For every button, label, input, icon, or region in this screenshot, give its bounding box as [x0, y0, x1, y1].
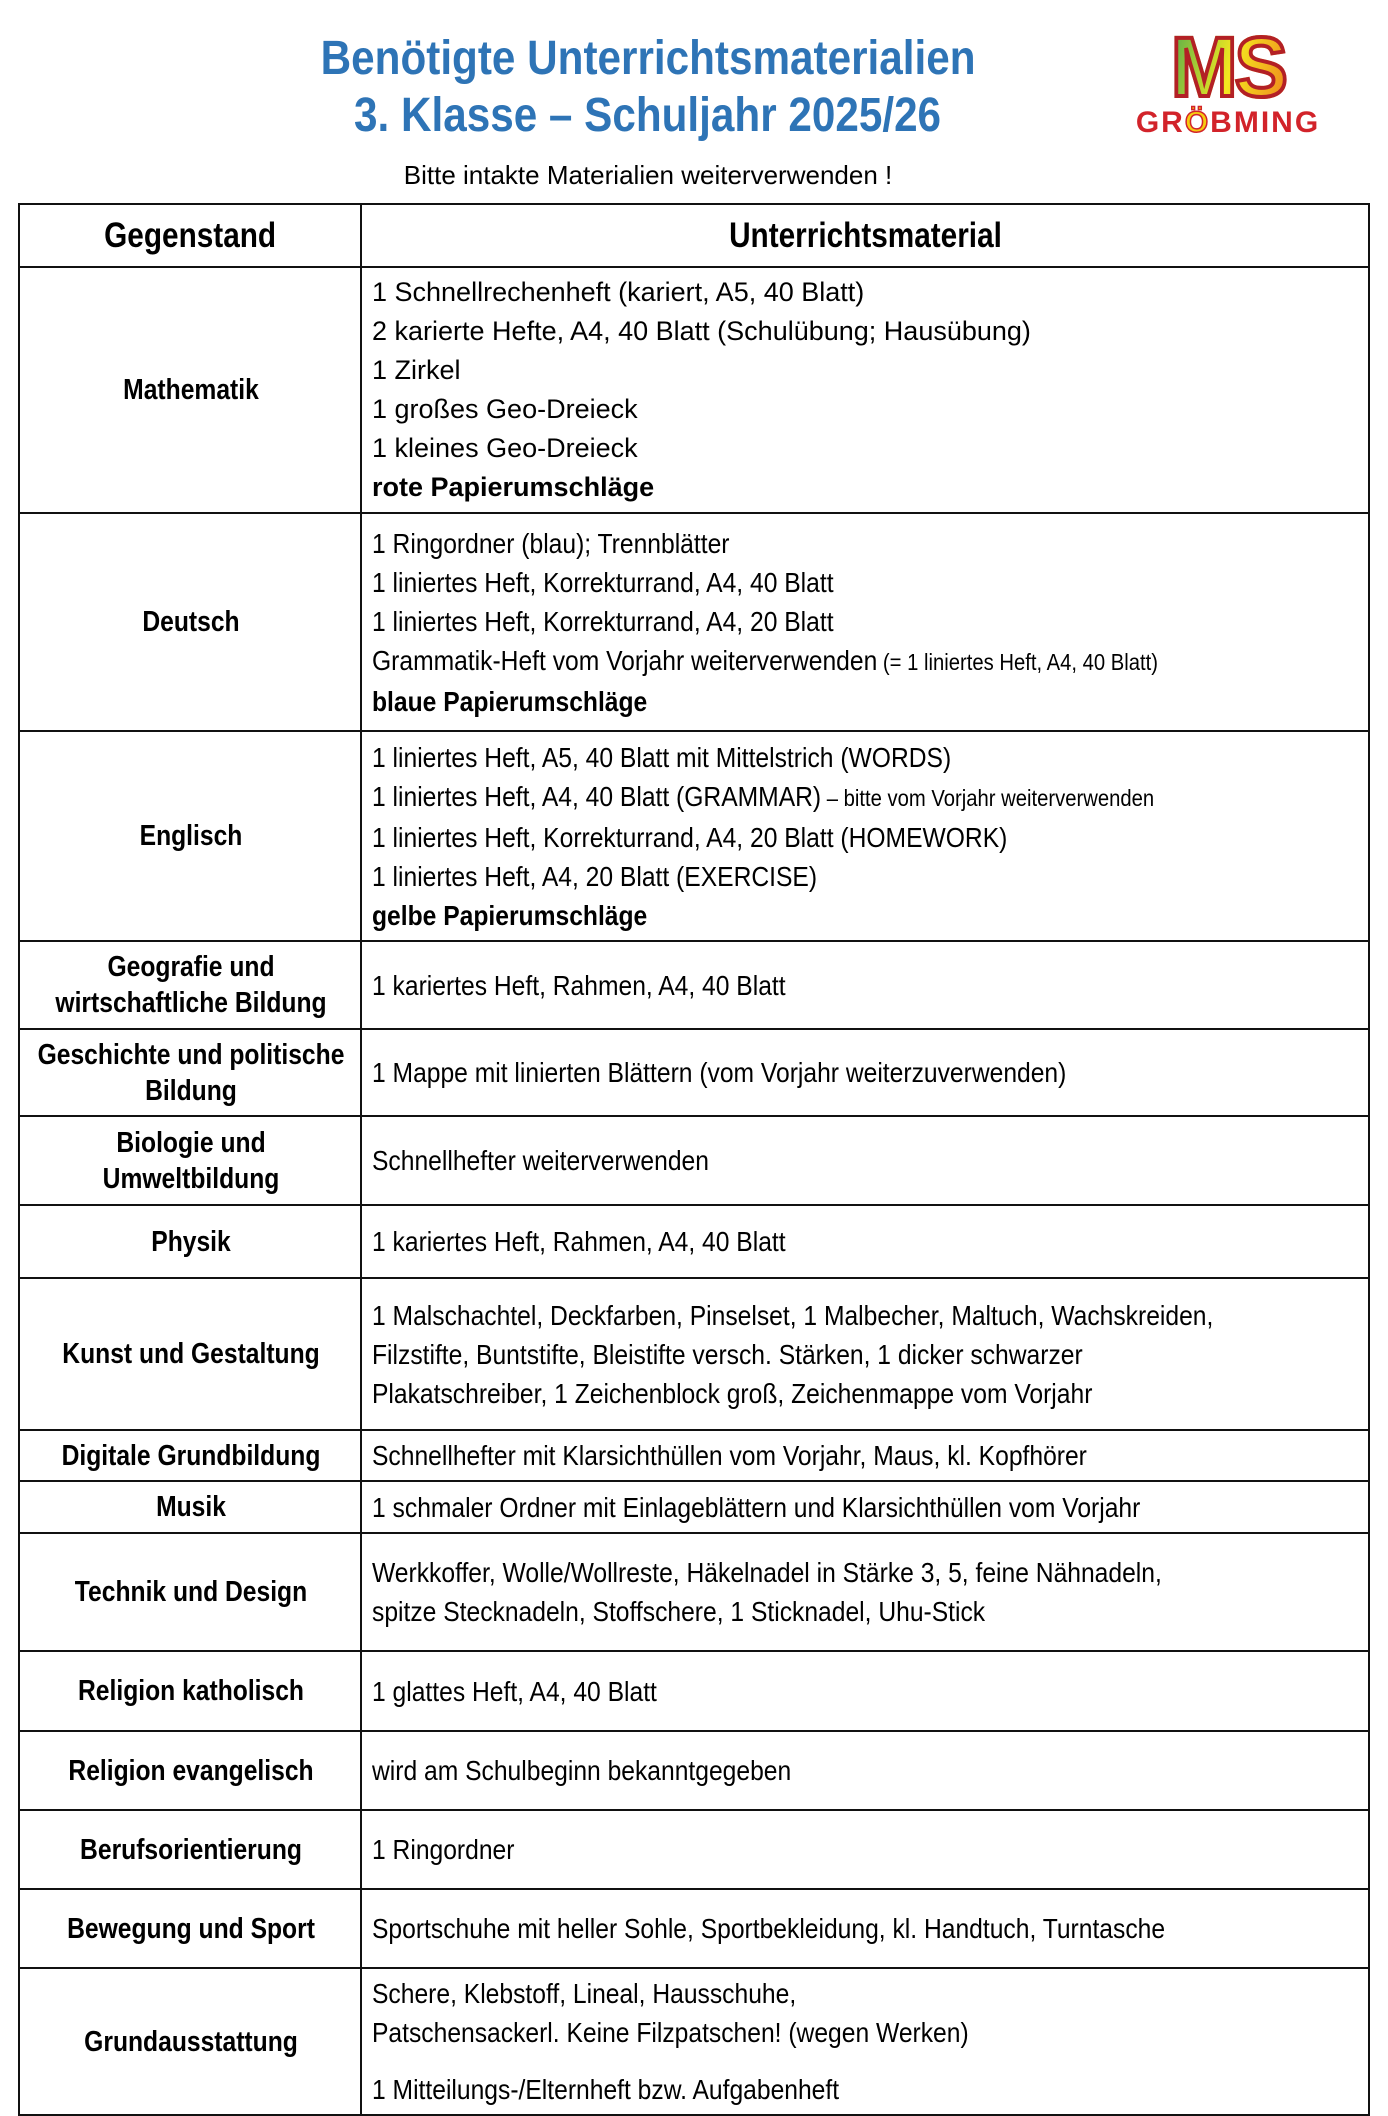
subject-label: Deutsch — [142, 606, 240, 638]
material-line-emphasis: rote Papierumschläge — [372, 472, 655, 502]
material-cell-geschichte — [361, 1029, 1369, 1116]
table-header-row — [19, 204, 1369, 267]
row-religion-katholisch — [19, 1651, 1369, 1731]
material-line: Sportschuhe mit heller Sohle, Sportbekleidung, kl. Handtuch, Turntasche — [372, 1913, 1166, 1944]
row-bewegung-sport — [19, 1889, 1369, 1968]
subject-label: Technik und Design — [74, 1576, 308, 1608]
subject-label: Physik — [151, 1225, 231, 1258]
subject-label: Geschichte und politische Bildung — [37, 1038, 345, 1107]
material-line: Schnellhefter mit Klarsichthüllen vom Vorjahr, Maus, kl. Kopfhörer — [372, 1440, 1087, 1471]
material-line: 1 Ringordner (blau); Trennblätter — [372, 527, 730, 559]
material-line: 1 kariertes Heft, Rahmen, A4, 40 Blatt — [372, 1226, 786, 1257]
subject-cell-religion-evangelisch — [19, 1731, 361, 1810]
material-cell-berufsorientierung — [361, 1810, 1369, 1889]
material-cell-deutsch — [361, 513, 1369, 731]
material-line: 1 kleines Geo-Dreieck — [372, 433, 638, 463]
column-header-material-label: Unterrichtsmaterial — [728, 215, 1002, 255]
material-line: 1 Schnellrechenheft (kariert, A5, 40 Blatt) — [372, 277, 865, 307]
material-line: wird am Schulbeginn bekanntgegeben — [372, 1755, 792, 1786]
material-line: 1 Mappe mit linierten Blättern (vom Vorjahr weiterzuverwenden) — [372, 1057, 1067, 1088]
subject-cell-technik — [19, 1533, 361, 1651]
material-cell-musik — [361, 1481, 1369, 1533]
row-englisch — [19, 731, 1369, 941]
row-digitale-grundbildung — [19, 1430, 1369, 1481]
material-line-emphasis: blaue Papierumschläge — [372, 685, 648, 717]
material-line: Schere, Klebstoff, Lineal, Hausschuhe, — [372, 1978, 797, 2009]
material-line: 2 karierte Hefte, A4, 40 Blatt (Schulübung; Hausübung) — [372, 316, 1031, 346]
material-line: Werkkoffer, Wolle/Wollreste, Häkelnadel in Stärke 3, 5, feine Nähnadeln, — [372, 1557, 1162, 1588]
row-physik — [19, 1205, 1369, 1278]
school-logo-ms-text: MS — [1171, 20, 1285, 114]
logo-town-post: BMING — [1210, 106, 1321, 139]
subject-cell-englisch — [19, 731, 361, 941]
material-line-main: 1 liniertes Heft, A4, 40 Blatt (GRAMMAR) — [372, 780, 822, 812]
row-grundausstattung — [19, 1968, 1369, 2115]
column-header-subject — [19, 204, 361, 267]
material-line: 1 schmaler Ordner mit Einlageblättern und Klarsichthüllen vom Vorjahr — [372, 1491, 1141, 1523]
material-line-main: Grammatik-Heft vom Vorjahr weiterverwenden — [372, 644, 878, 676]
subject-label: Mathematik — [123, 374, 259, 406]
subject-label: Biologie und Umweltbildung — [102, 1126, 280, 1195]
subject-cell-religion-katholisch — [19, 1651, 361, 1731]
material-line: spitze Stecknadeln, Stoffschere, 1 Sticknadel, Uhu-Stick — [372, 1596, 986, 1627]
logo-town-pre: GR — [1135, 106, 1185, 139]
material-line: 1 großes Geo-Dreieck — [372, 394, 638, 424]
subject-cell-deutsch — [19, 513, 361, 731]
material-cell-bewegung-sport — [361, 1889, 1369, 1968]
subject-cell-geschichte — [19, 1029, 361, 1116]
material-line: 1 liniertes Heft, Korrekturrand, A4, 20 Blatt (HOMEWORK) — [372, 821, 1008, 853]
material-line: 1 liniertes Heft, A4, 20 Blatt (EXERCISE) — [372, 860, 818, 892]
subject-cell-mathematik — [19, 267, 361, 513]
material-line: 1 Mitteilungs-/Elternheft bzw. Aufgabenheft — [372, 2074, 840, 2105]
subject-label: Musik — [156, 1491, 226, 1523]
subject-label: Englisch — [139, 820, 243, 852]
reuse-note: Bitte intakte Materialien weiterverwenden ! — [403, 160, 893, 190]
subject-label: Religion evangelisch — [68, 1754, 314, 1787]
material-cell-religion-katholisch — [361, 1651, 1369, 1731]
material-cell-biologie — [361, 1116, 1369, 1205]
subject-label: Religion katholisch — [78, 1675, 304, 1707]
material-line — [372, 777, 1243, 818]
material-line: 1 Zirkel — [372, 355, 461, 385]
materials-table — [18, 203, 1370, 2116]
material-line-emphasis: gelbe Papierumschläge — [372, 899, 648, 931]
subject-cell-biologie — [19, 1116, 361, 1205]
material-line: Schnellhefter weiterverwenden — [372, 1145, 709, 1176]
material-line: Patschensackerl. Keine Filzpatschen! (wegen Werken) — [372, 2017, 969, 2048]
subject-label: Kunst und Gestaltung — [62, 1338, 320, 1370]
subject-label: Geografie und wirtschaftliche Bildung — [55, 951, 327, 1019]
row-kunst — [19, 1278, 1369, 1430]
row-biologie — [19, 1116, 1369, 1205]
material-line-small: (= 1 liniertes Heft, A4, 40 Blatt) — [877, 648, 1158, 675]
subject-cell-musik — [19, 1481, 361, 1533]
row-geografie — [19, 941, 1369, 1029]
subject-label: Berufsorientierung — [80, 1833, 302, 1866]
material-line: 1 liniertes Heft, A5, 40 Blatt mit Mittelstrich (WORDS) — [372, 741, 952, 773]
row-deutsch — [19, 513, 1369, 731]
subject-label: Grundausstattung — [84, 2025, 298, 2058]
material-cell-religion-evangelisch — [361, 1731, 1369, 1810]
material-line: 1 glattes Heft, A4, 40 Blatt — [372, 1675, 657, 1707]
material-line: 1 Ringordner — [372, 1834, 515, 1865]
material-line: 1 Malschachtel, Deckfarben, Pinselset, 1 Malbecher, Maltuch, Wachskreiden, — [372, 1299, 1214, 1331]
subject-cell-berufsorientierung — [19, 1810, 361, 1889]
subject-label: Digitale Grundbildung — [61, 1439, 321, 1472]
material-cell-kunst — [361, 1278, 1369, 1430]
material-cell-physik — [361, 1205, 1369, 1278]
row-technik — [19, 1533, 1369, 1651]
subject-cell-bewegung-sport — [19, 1889, 361, 1968]
row-religion-evangelisch — [19, 1731, 1369, 1810]
material-cell-technik — [361, 1533, 1369, 1651]
logo-town-o: Ö — [1184, 106, 1211, 139]
material-line-small: – bitte vom Vorjahr weiterverwenden — [821, 784, 1155, 811]
subject-cell-kunst — [19, 1278, 361, 1430]
material-line: 1 liniertes Heft, Korrekturrand, A4, 40 Blatt — [372, 566, 834, 598]
row-musik — [19, 1481, 1369, 1533]
material-line: 1 kariertes Heft, Rahmen, A4, 40 Blatt — [372, 969, 786, 1001]
row-berufsorientierung — [19, 1810, 1369, 1889]
subject-label: Bewegung und Sport — [67, 1912, 315, 1945]
column-header-material — [361, 204, 1369, 267]
material-line: Filzstifte, Buntstifte, Bleistifte versch. Stärken, 1 dicker schwarzer — [372, 1338, 1083, 1370]
subject-cell-physik — [19, 1205, 361, 1278]
page-title-line1: Benötigte Unterrichtsmaterialien — [320, 32, 976, 85]
material-cell-grundausstattung — [361, 1968, 1369, 2115]
material-cell-englisch — [361, 731, 1369, 941]
subject-cell-geografie — [19, 941, 361, 1029]
material-cell-geografie — [361, 941, 1369, 1029]
row-geschichte — [19, 1029, 1369, 1116]
material-line: 1 liniertes Heft, Korrekturrand, A4, 20 Blatt — [372, 605, 834, 637]
material-cell-digitale-grundbildung — [361, 1430, 1369, 1481]
material-line: Plakatschreiber, 1 Zeichenblock groß, Zeichenmappe vom Vorjahr — [372, 1377, 1093, 1409]
subject-cell-grundausstattung — [19, 1968, 361, 2115]
page-title-line2: 3. Klasse – Schuljahr 2025/26 — [354, 89, 942, 142]
school-logo — [1128, 20, 1328, 140]
material-cell-mathematik — [361, 267, 1369, 513]
column-header-subject-label: Gegenstand — [104, 215, 276, 255]
page-title — [0, 20, 1296, 144]
material-line — [372, 641, 1243, 682]
subject-cell-digitale-grundbildung — [19, 1430, 361, 1481]
row-mathematik — [19, 267, 1369, 513]
